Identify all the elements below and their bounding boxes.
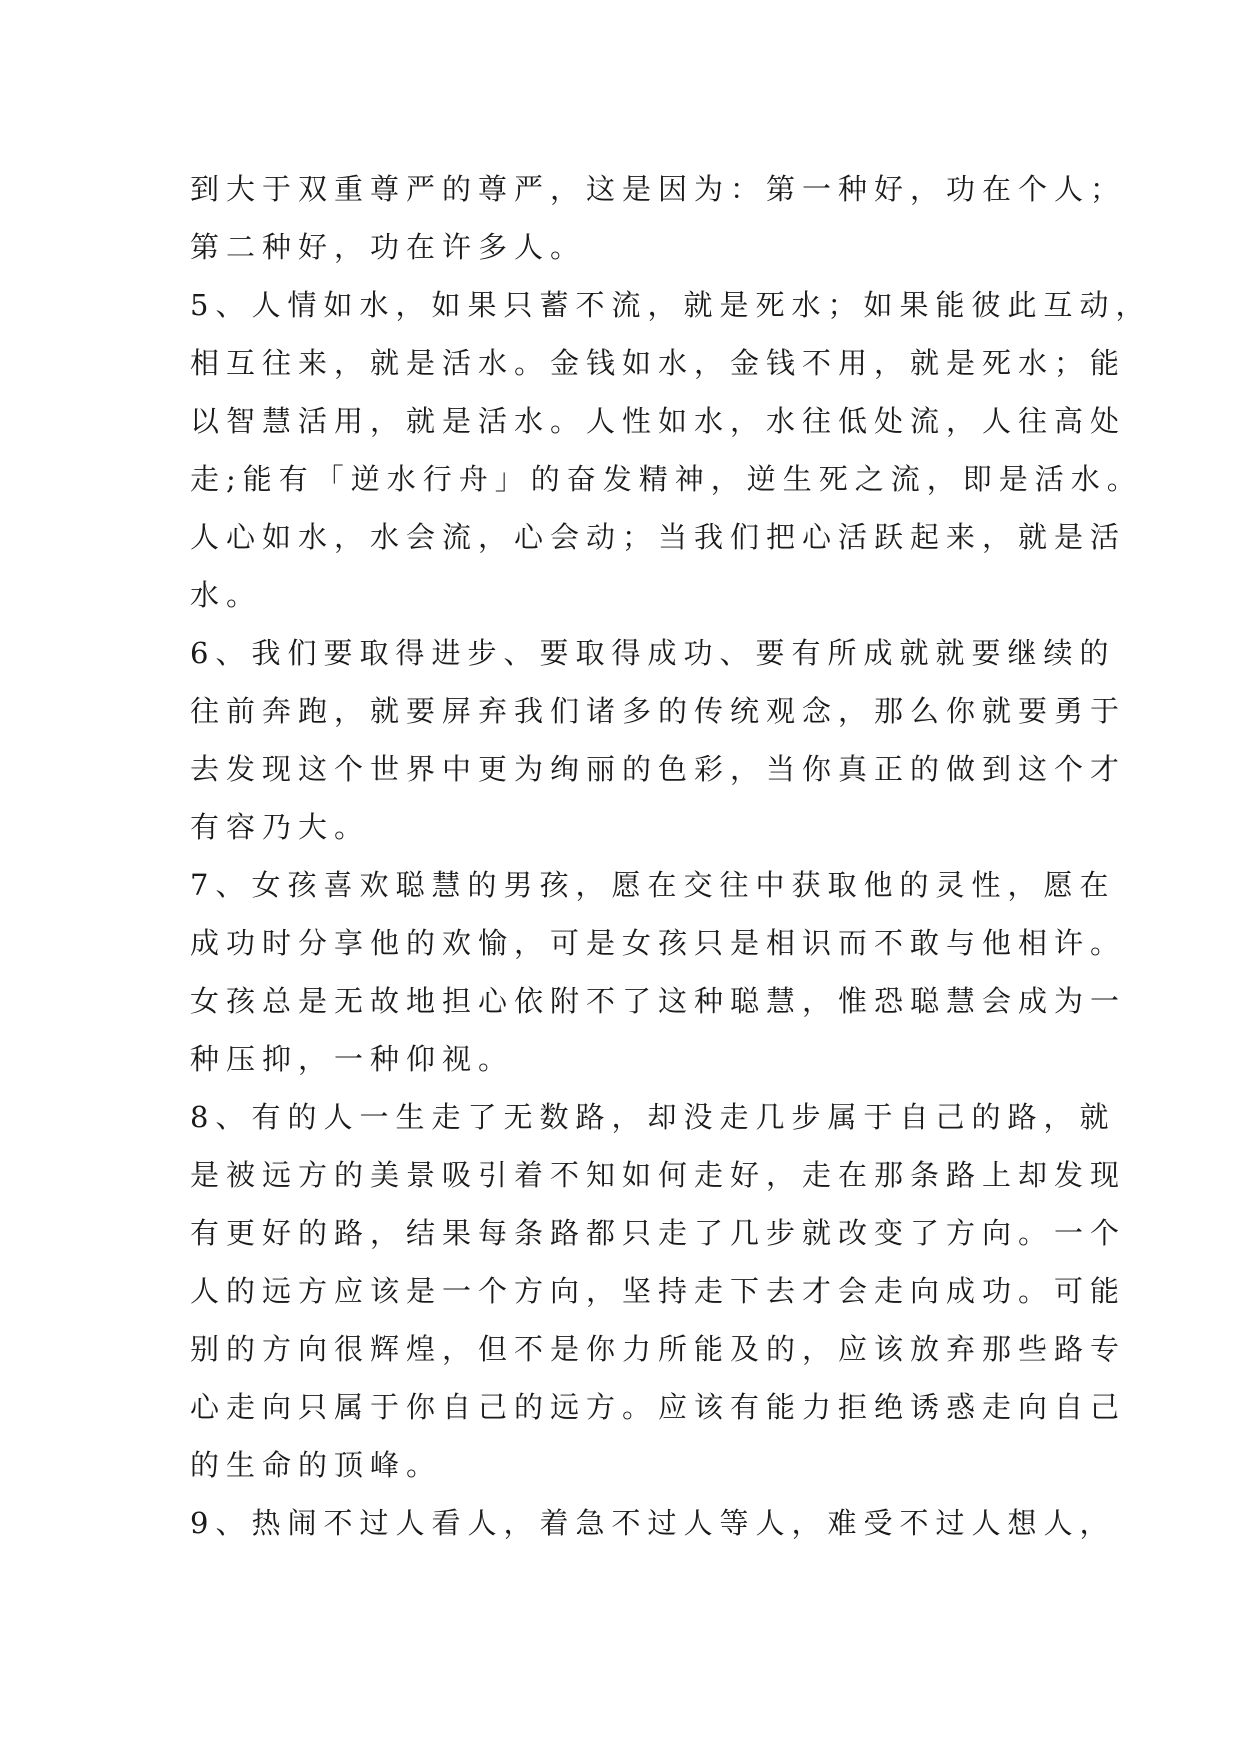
text-line: 6、我们要取得进步、要取得成功、要有所成就就要继续的 bbox=[190, 636, 1116, 670]
text-line: 以智慧活用，就是活水。人性如水，水往低处流，人往高处 bbox=[190, 404, 1127, 438]
text-line: 第二种好，功在许多人。 bbox=[190, 230, 587, 264]
text-line: 往前奔跑，就要屏弃我们诸多的传统观念，那么你就要勇于 bbox=[190, 694, 1127, 728]
text-line: 去发现这个世界中更为绚丽的色彩，当你真正的做到这个才 bbox=[190, 752, 1127, 786]
text-line: 人的远方应该是一个方向，坚持走下去才会走向成功。可能 bbox=[190, 1274, 1127, 1308]
text-line: 7、女孩喜欢聪慧的男孩，愿在交往中获取他的灵性，愿在 bbox=[190, 868, 1116, 902]
text-line: 有更好的路，结果每条路都只走了几步就改变了方向。一个 bbox=[190, 1216, 1127, 1250]
text-line: 女孩总是无故地担心依附不了这种聪慧，惟恐聪慧会成为一 bbox=[190, 984, 1127, 1018]
text-line: 水。 bbox=[190, 578, 263, 612]
text-line: 8、有的人一生走了无数路，却没走几步属于自己的路，就 bbox=[190, 1100, 1116, 1134]
text-line: 别的方向很辉煌，但不是你力所能及的，应该放弃那些路专 bbox=[190, 1332, 1127, 1366]
document-body bbox=[190, 160, 1152, 1552]
text-line: 相互往来，就是活水。金钱如水，金钱不用，就是死水；能 bbox=[190, 346, 1127, 380]
text-line: 成功时分享他的欢愉，可是女孩只是相识而不敢与他相许。 bbox=[190, 926, 1127, 960]
text-line: 是被远方的美景吸引着不知如何走好，走在那条路上却发现 bbox=[190, 1158, 1127, 1192]
text-line: 9、热闹不过人看人，着急不过人等人，难受不过人想人， bbox=[190, 1506, 1116, 1540]
text-line: 到大于双重尊严的尊严，这是因为：第一种好，功在个人； bbox=[190, 172, 1127, 206]
text-line: 人心如水，水会流，心会动；当我们把心活跃起来，就是活 bbox=[190, 520, 1127, 554]
text-line: 走;能有「逆水行舟」的奋发精神，逆生死之流，即是活水。 bbox=[190, 462, 1143, 496]
text-line: 的生命的顶峰。 bbox=[190, 1448, 443, 1482]
text-line: 心走向只属于你自己的远方。应该有能力拒绝诱惑走向自己 bbox=[190, 1390, 1127, 1424]
text-line: 有容乃大。 bbox=[190, 810, 371, 844]
text-line: 种压抑，一种仰视。 bbox=[190, 1042, 515, 1076]
text-line: 5、人情如水，如果只蓄不流，就是死水；如果能彼此互动， bbox=[190, 288, 1152, 322]
